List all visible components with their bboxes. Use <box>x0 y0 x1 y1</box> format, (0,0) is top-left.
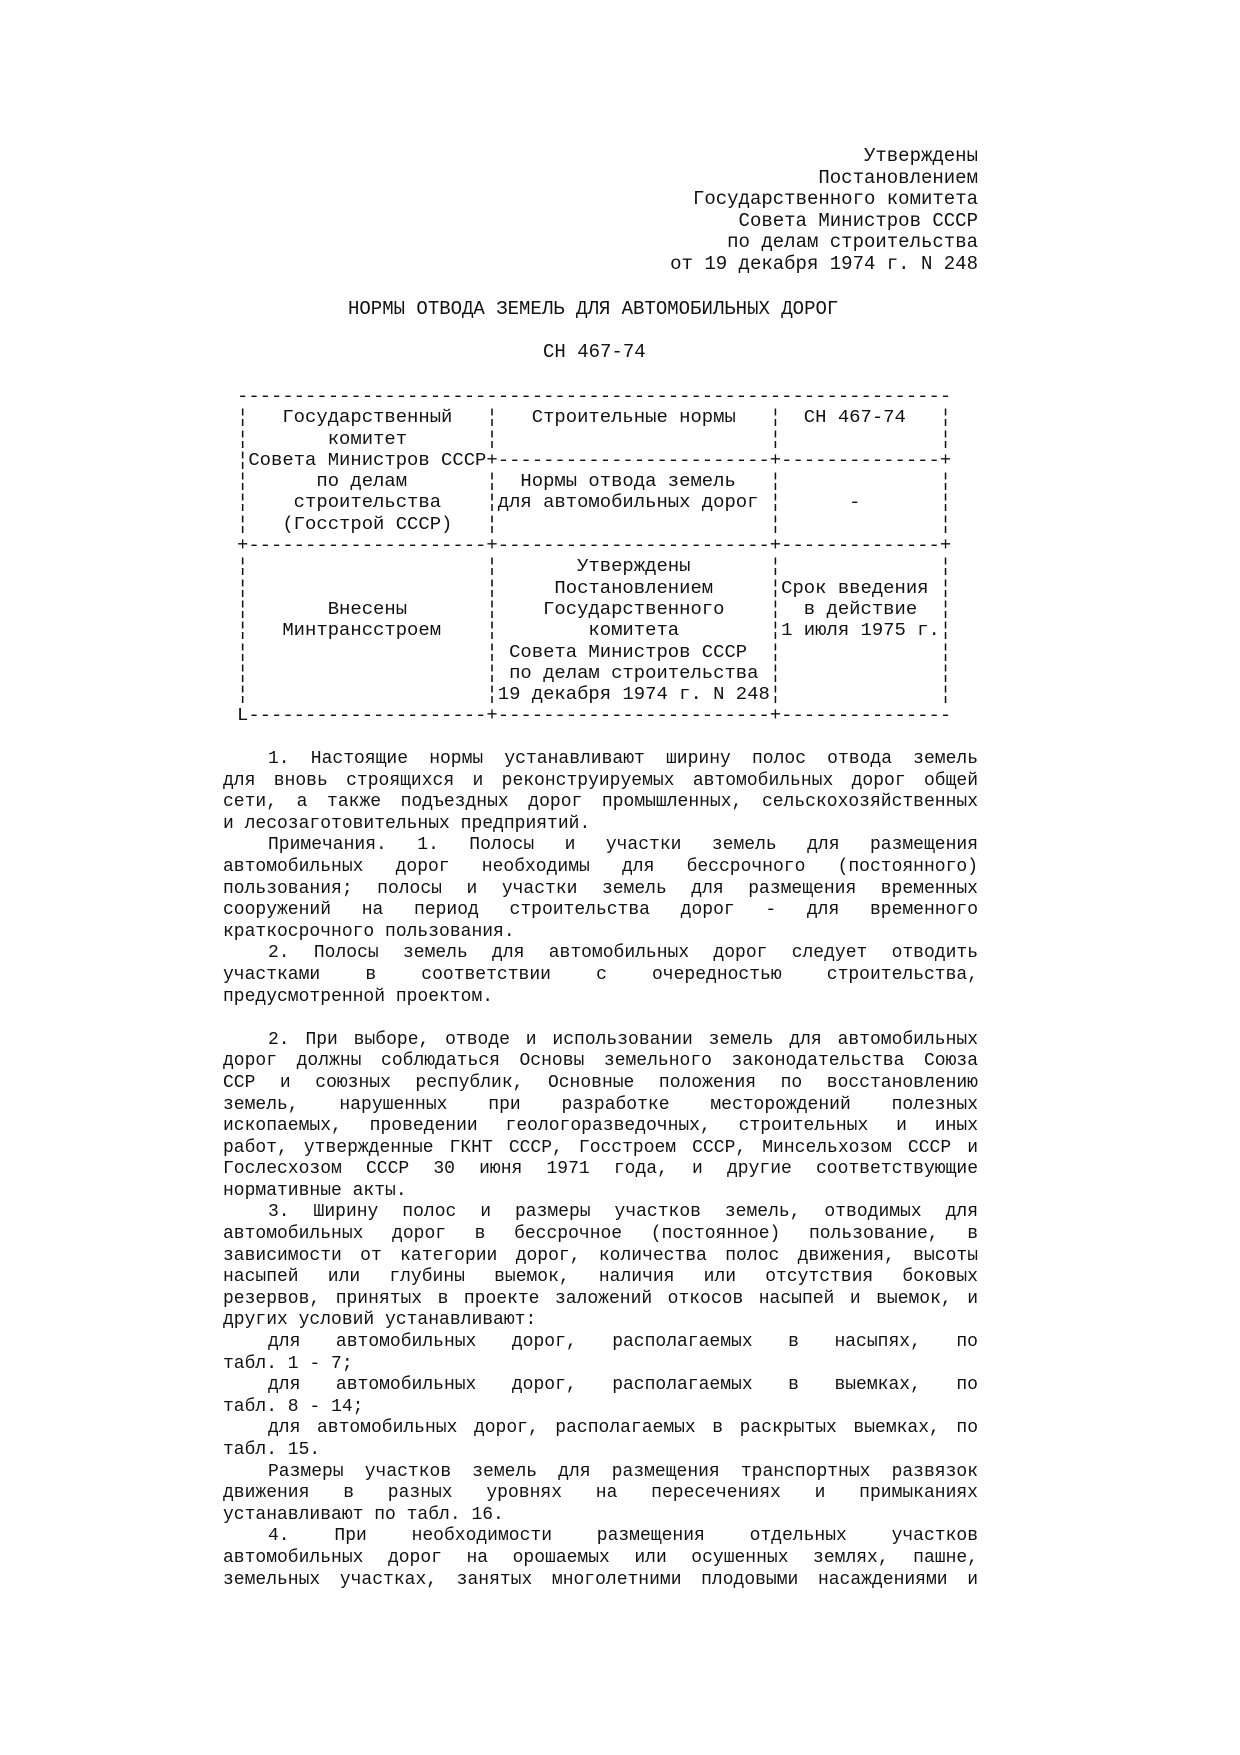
table-line: --------------------------------------------------------------- <box>237 385 952 407</box>
table-line: ¦ (Госстрой СССР) ¦ ¦ ¦ <box>237 512 952 535</box>
info-table <box>237 386 951 727</box>
body-line: для автомобильных дорог, располагаемых в насыпях, по <box>268 1332 978 1353</box>
body-line: 1. Настоящие нормы устанавливают ширину полос отвода земель <box>268 749 978 769</box>
body-line: для автомобильных дорог, располагаемых в выемках, по <box>268 1375 978 1396</box>
body-line: земельных участках, занятых многолетними плодовыми насаждениями и <box>223 1569 978 1590</box>
body-line: автомобильных дорог на орошаемых или осушенных землях, пашне, <box>223 1547 978 1568</box>
table-line: L---------------------+------------------------+--------------- <box>237 704 952 727</box>
approval-line: Государственного комитета <box>692 188 978 211</box>
body-line: зависимости от категории дорог, количества полос движения, высоты <box>223 1245 978 1266</box>
body-line: участками в соответствии с очередностью строительства, <box>223 964 978 985</box>
document-body <box>223 749 978 1591</box>
table-line: ¦Совета Министров СССР+------------------------+--------------+ <box>237 448 952 471</box>
body-line: краткосрочного пользования. <box>223 921 515 942</box>
approval-line: Совета Министров СССР <box>738 209 978 232</box>
document-title: НОРМЫ ОТВОДА ЗЕМЕЛЬ ДЛЯ АВТОМОБИЛЬНЫХ ДОРОГ <box>348 298 839 320</box>
table-line: ¦ ¦ Постановлением ¦Срок введения ¦ <box>237 576 952 599</box>
body-line: работ, утвержденные ГКНТ СССР, Госстроем СССР, Минсельхозом СССР и <box>223 1137 978 1158</box>
body-line: автомобильных дорог необходимы для бессрочного (постоянного) <box>223 856 978 877</box>
body-line: ССР и союзных республик, Основные положения по восстановлению <box>223 1072 978 1093</box>
body-line: табл. 15. <box>223 1440 321 1460</box>
document-code: СН 467-74 <box>543 341 646 363</box>
approval-line: по делам строительства <box>727 231 978 254</box>
table-line: ¦ ¦19 декабря 1974 г. N 248¦ ¦ <box>237 683 952 706</box>
approval-line: от 19 декабря 1974 г. N 248 <box>670 252 978 275</box>
body-line: движения в разных уровнях на пересечениях и примыканиях <box>223 1483 978 1504</box>
table-line: ¦ Минтрансстроем ¦ комитета ¦1 июля 1975 г.¦ <box>237 619 952 642</box>
table-line: ¦ Внесены ¦ Государственного ¦ в действие ¦ <box>237 597 952 620</box>
body-line: 2. Полосы земель для автомобильных дорог следует отводить <box>268 943 978 964</box>
body-line: табл. 8 - 14; <box>223 1396 364 1417</box>
table-line: ¦ ¦ Совета Министров СССР ¦ ¦ <box>237 640 952 663</box>
approval-line: Постановлением <box>818 166 978 189</box>
body-line: дорог должны соблюдаться Основы земельного законодательства Союза <box>223 1051 978 1072</box>
body-line: табл. 1 - 7; <box>223 1353 353 1374</box>
body-line: земель, нарушенных при разработке месторождений полезных <box>223 1094 978 1115</box>
table-line: +---------------------+------------------------+--------------+ <box>237 534 952 557</box>
body-line: 4. При необходимости размещения отдельных участков <box>268 1526 978 1547</box>
body-line: Размеры участков земель для размещения транспортных развязок <box>268 1461 978 1482</box>
body-line: для вновь строящихся и реконструируемых автомобильных дорог общей <box>223 770 978 791</box>
body-line: автомобильных дорог в бессрочное (постоянное) пользование, в <box>223 1224 978 1245</box>
body-line: для автомобильных дорог, располагаемых в раскрытых выемках, по <box>268 1418 978 1439</box>
body-line: 2. При выборе, отводе и использовании земель для автомобильных <box>268 1029 978 1050</box>
body-line: Примечания. 1. Полосы и участки земель для размещения <box>268 835 978 856</box>
body-line: Гослесхозом СССР 30 июня 1971 года, и другие соответствующие <box>223 1159 978 1180</box>
table-line: ¦ ¦ по делам строительства ¦ ¦ <box>237 661 952 684</box>
body-line: пользования; полосы и участки земель для размещения временных <box>223 878 978 899</box>
approval-line: Утверждены <box>863 145 978 167</box>
body-line: ископаемых, проведении геологоразведочных, строительных и иных <box>223 1116 978 1137</box>
body-line <box>223 1008 978 1030</box>
body-line: насыпей или глубины выемок, наличия или отсутствия боковых <box>223 1267 978 1288</box>
table-line: ¦ ¦ Утверждены ¦ ¦ <box>237 555 952 578</box>
body-line: устанавливают по табл. 16. <box>223 1504 504 1525</box>
body-line: нормативные акты. <box>223 1180 407 1201</box>
table-line: ¦ строительства ¦для автомобильных дорог ¦ - ¦ <box>237 491 952 514</box>
table-line: ¦ Государственный ¦ Строительные нормы ¦ СН 467-74 ¦ <box>237 406 952 429</box>
approval-block <box>670 146 978 276</box>
body-line: сети, а также подъездных дорог промышленных, сельскохозяйственных <box>223 792 978 813</box>
body-line: и лесозаготовительных предприятий. <box>223 813 591 834</box>
table-line: ¦ по делам ¦ Нормы отвода земель ¦ ¦ <box>237 470 952 493</box>
body-line: 3. Ширину полос и размеры участков земель, отводимых для <box>268 1202 978 1223</box>
body-line: предусмотренной проектом. <box>223 986 494 1007</box>
body-line: других условий устанавливают: <box>223 1310 537 1331</box>
body-line: резервов, принятых в проекте заложений откосов насыпей и выемок, и <box>223 1288 978 1309</box>
table-line: ¦ комитет ¦ ¦ ¦ <box>237 427 952 450</box>
body-line: сооружений на период строительства дорог - для временного <box>223 900 978 921</box>
